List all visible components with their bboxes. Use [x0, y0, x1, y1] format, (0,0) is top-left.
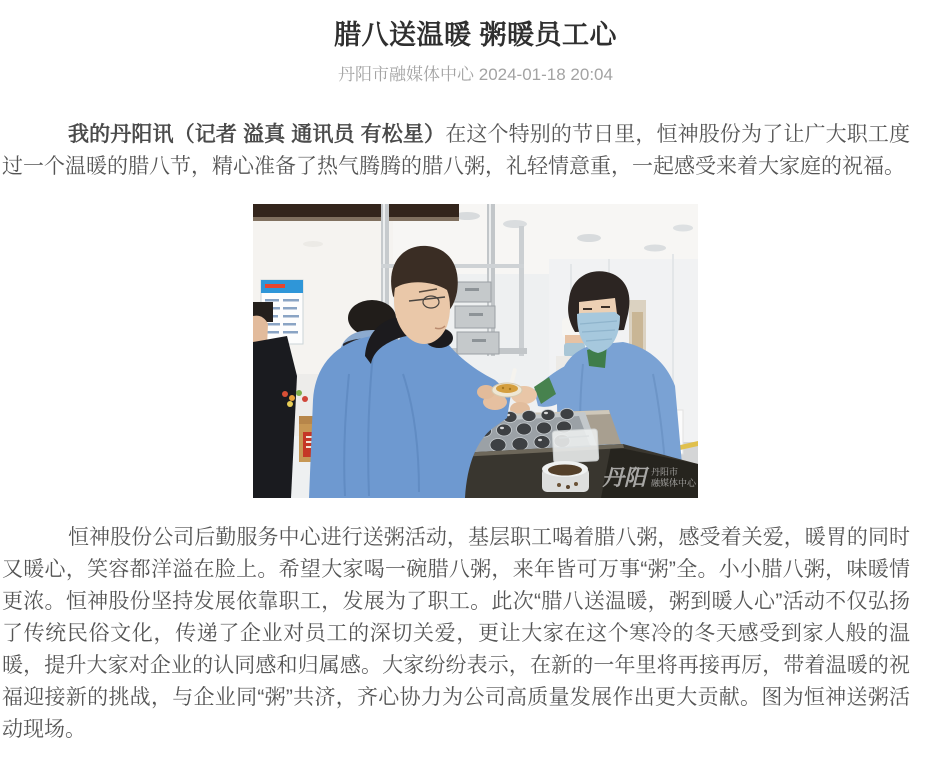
- article-photo-illustration: [253, 204, 698, 498]
- paragraph-1-text: 在这个特别的节日里，恒神股份为了让广大职工度过一个温暖的腊八节，精心准备了热气腾腾的腊八粥，礼轻情意重，一起感受来着大家庭的祝福。: [2, 123, 910, 178]
- paragraph-2: 恒神股份公司后勤服务中心进行送粥活动，基层职工喝着腊八粥，感受着关爱，暖胃的同时又暖心，笑容都洋溢在脸上。希望大家喝一碗腊八粥，来年皆可万事“粥”全。小小腊八粥，味暖情更浓。恒神股份坚持发展依靠职工，发展为了职工。此次“腊八送温暖，粥到暖人心”活动不仅弘扬了传统民俗文化，传递了企业对员工的深切关爱，更让大家在这个寒冷的冬天感受到家人般的温暖，提升大家对企业的认同感和归属感。大家纷纷表示，在新的一年里将再接再厉，带着温暖的祝福迎接新的挑战，与企业同“粥”共济，齐心协力为公司高质量发展作出更大贡献。图为恒神送粥活动现场。: [2, 526, 910, 741]
- article-byline: 丹阳市融媒体中心 2024-01-18 20:04: [338, 65, 613, 84]
- watermark-logo-text: 丹阳: [602, 465, 647, 490]
- article-photo: [253, 204, 698, 498]
- paragraph-1: [0, 119, 951, 183]
- watermark-name-line2: 融媒体中心: [651, 478, 697, 488]
- article-title: 腊八送温暖 粥暖员工心: [333, 20, 617, 50]
- paragraph-1-lead: 我的丹阳讯（记者 溢真 通讯员 有松星）: [68, 123, 446, 146]
- watermark-name-line1: 丹阳市: [651, 467, 679, 477]
